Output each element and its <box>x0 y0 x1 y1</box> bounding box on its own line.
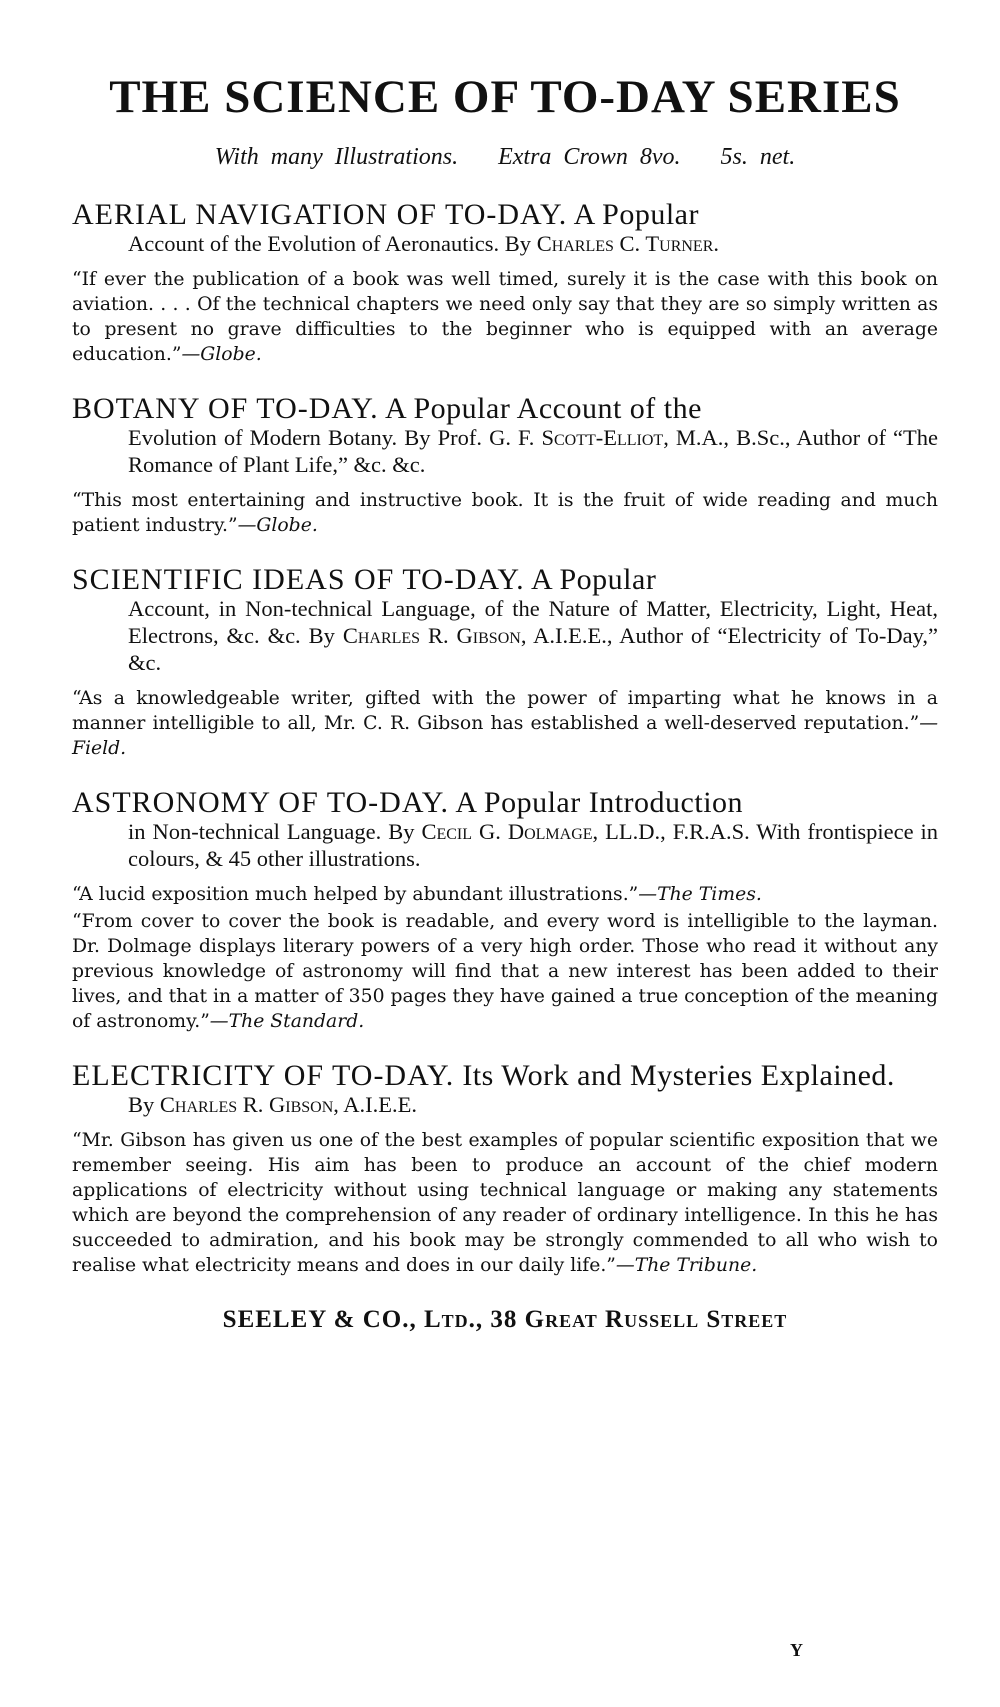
review-text: “As a knowledgeable writer, gifted with the power of imparting what he knows in a manner intelligible to all, Mr. C. R. Gibson has established a well-deserved reputation.” <box>72 688 938 734</box>
book-author: G. F. Scott-Elliot, <box>489 425 669 450</box>
book-lead: A Popular Account of the <box>384 392 702 425</box>
book-by: By <box>504 231 532 256</box>
book-heading <box>72 564 938 595</box>
book-title: AERIAL NAVIGATION OF TO-DAY. <box>72 198 568 231</box>
book-description <box>72 818 938 872</box>
signature-mark: Y <box>790 1640 803 1660</box>
book-description <box>72 595 938 676</box>
book-description-text: Evolution of Modern Botany. <box>128 425 398 450</box>
book-author: Cecil G. Dolmage, <box>421 819 599 844</box>
review-source: —Globe. <box>181 344 262 365</box>
book-review <box>72 1128 938 1278</box>
series-title: THE SCIENCE OF TO-DAY SERIES <box>109 71 901 123</box>
book-review <box>72 909 938 1034</box>
series-subtitle <box>72 144 938 171</box>
book-title: ASTRONOMY OF TO-DAY. <box>72 786 450 819</box>
book-entry-aerial-navigation <box>72 199 938 367</box>
book-extra: LL.D., F.R.A.S. With frontispiece in colours, & 45 other illustrations. <box>128 819 939 871</box>
book-author: Charles R. Gibson, <box>342 623 527 648</box>
book-lead: A Popular <box>530 563 657 596</box>
publisher-name: SEELEY & CO., <box>222 1306 417 1333</box>
book-by: By <box>308 623 335 648</box>
book-heading <box>72 199 938 230</box>
book-entry-botany <box>72 393 938 538</box>
review-text: “From cover to cover the book is readable, and every word is intelligible to the layman. Dr. Dolmage displays literary powers of a very high order. Those who read it without any previous knowledge of astronomy will find that a new interest has been added to their lives, and that in a matter of 350 pages they have gained a true conception of the meaning of astronomy.” <box>72 911 938 1032</box>
book-entry-scientific-ideas <box>72 564 938 761</box>
book-author: Charles C. Turner. <box>536 231 719 256</box>
publisher-address: 38 Great Russell Street <box>490 1306 788 1333</box>
publisher-ltd: Ltd., <box>423 1306 484 1333</box>
review-source: —The Standard. <box>209 1011 365 1032</box>
book-lead: A Popular <box>573 198 699 231</box>
book-description <box>72 1091 938 1118</box>
review-source: —The Tribune. <box>615 1255 758 1276</box>
book-description-text: Account of the Evolution of Aeronautics. <box>128 231 500 256</box>
review-source: —The Times. <box>638 884 762 905</box>
book-by: By Prof. <box>404 425 482 450</box>
book-extra: M.A., B.Sc., Author of “The Romance of Plant Life,” &c. &c. <box>128 425 939 477</box>
book-title: ELECTRICITY OF TO-DAY. <box>72 1059 455 1092</box>
book-by: By <box>388 819 415 844</box>
book-lead: A Popular Introduction <box>455 786 744 819</box>
book-description-text: in Non-technical Language. <box>128 819 382 844</box>
review-text: “This most entertaining and instructive book. It is the fruit of wide reading and much patient industry.” <box>72 490 938 536</box>
subtitle-format: Extra Crown 8vo. <box>498 144 681 170</box>
book-description <box>72 424 938 478</box>
book-author: Charles R. Gibson, <box>159 1092 339 1117</box>
advertisement-page <box>72 70 938 1334</box>
book-extra: A.I.E.E. <box>343 1092 418 1117</box>
book-review <box>72 488 938 538</box>
book-review <box>72 882 938 907</box>
review-source: —Globe. <box>237 515 318 536</box>
book-review <box>72 267 938 367</box>
book-description-text: Account, in Non-technical Language, of the Nature of Matter, Electricity, Light, Heat, Electrons, &c. &c. <box>128 596 938 648</box>
book-entry-astronomy <box>72 787 938 1034</box>
publisher-imprint <box>72 1306 938 1334</box>
book-description <box>72 230 938 257</box>
review-text: “If ever the publication of a book was well timed, surely it is the case with this book on aviation. . . . Of the technical chapters we need only say that they are so simply written as to present no grave difficulties to the beginner who is equipped with an average education.” <box>72 269 938 365</box>
review-text: “A lucid exposition much helped by abundant illustrations.” <box>72 884 639 905</box>
subtitle-price: 5s. net. <box>720 144 796 170</box>
review-text: “Mr. Gibson has given us one of the best examples of popular scientific exposition that we remember seeing. His aim has been to produce an account of the chief modern applications of electricity without using technical language or making any statements which are beyond the comprehension of any reader of ordinary intelligence. In this he has succeeded to admiration, and his book may be strongly commended to all who wish to realise what electricity means and does in our daily life.” <box>72 1130 938 1276</box>
review-source: —Field. <box>72 713 938 759</box>
subtitle-illustrations: With many Illustrations. <box>214 144 459 170</box>
book-by: By <box>128 1092 155 1117</box>
book-heading <box>72 1060 938 1091</box>
book-title: BOTANY OF TO-DAY. <box>72 392 379 425</box>
book-heading <box>72 393 938 424</box>
book-extra: A.I.E.E., Author of “Electricity of To-Day,” &c. <box>128 623 938 675</box>
book-heading <box>72 787 938 818</box>
book-title: SCIENTIFIC IDEAS OF TO-DAY. <box>72 563 525 596</box>
book-lead: Its Work and Mysteries Explained. <box>462 1059 895 1092</box>
book-review <box>72 686 938 761</box>
book-entry-electricity <box>72 1060 938 1278</box>
